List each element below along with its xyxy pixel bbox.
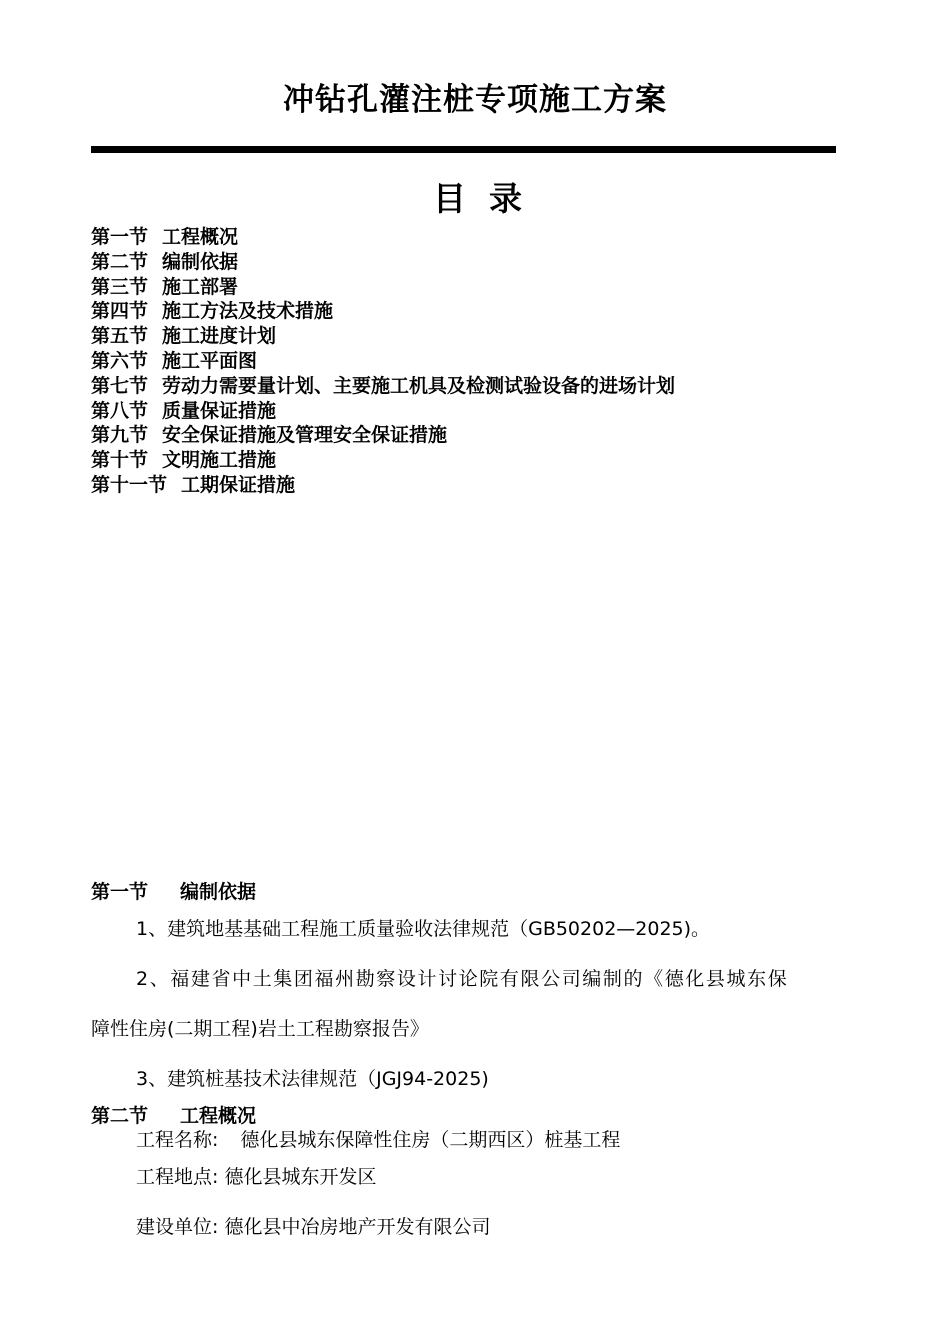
toc-item — [91, 374, 675, 399]
project-name-row — [136, 1127, 620, 1153]
table-of-contents — [91, 225, 675, 498]
toc-item — [91, 399, 675, 424]
project-location-row — [136, 1164, 376, 1190]
toc-item-number: 第九节 — [91, 424, 149, 447]
toc-item — [91, 324, 675, 349]
toc-item-number: 第十节 — [91, 449, 149, 472]
developer-value: 德化县中冶房地产开发有限公司 — [224, 1216, 491, 1238]
section-number: 第一节 — [91, 881, 149, 903]
toc-item-label: 文明施工措施 — [162, 449, 277, 472]
section-heading — [91, 879, 256, 905]
toc-item-label: 工期保证措施 — [181, 473, 296, 496]
project-location-label: 工程地点: — [136, 1166, 219, 1188]
toc-item — [91, 299, 675, 324]
toc-item-number: 第二节 — [91, 250, 149, 273]
toc-item-number: 第六节 — [91, 349, 149, 372]
toc-item-number: 第八节 — [91, 399, 149, 422]
toc-item-label: 编制依据 — [162, 250, 239, 273]
toc-item — [91, 473, 675, 498]
toc-item — [91, 423, 675, 448]
toc-item — [91, 250, 675, 275]
toc-item-number: 第一节 — [91, 226, 149, 248]
toc-item — [91, 275, 675, 300]
section-title: 工程概况 — [180, 1105, 257, 1127]
basis-item: 3、建筑桩基技术法律规范（JGJ94-2025) — [136, 1068, 489, 1090]
toc-item — [91, 225, 675, 250]
project-name-value: 德化县城东保障性住房（二期西区）桩基工程 — [240, 1129, 621, 1151]
project-location-value: 德化县城东开发区 — [224, 1166, 377, 1188]
toc-item-label: 施工进度计划 — [162, 325, 277, 348]
section-number: 第二节 — [91, 1105, 149, 1127]
project-name-label: 工程名称: — [136, 1129, 219, 1151]
toc-item-number: 第五节 — [91, 325, 149, 348]
toc-heading: 目 录 — [433, 179, 522, 218]
toc-item-label: 劳动力需要量计划、主要施工机具及检测试验设备的进场计划 — [162, 374, 676, 397]
toc-item-number: 第七节 — [91, 374, 149, 397]
basis-item: 2、福建省中土集团福州勘察设计讨论院有限公司编制的《德化县城东保 — [136, 968, 789, 990]
toc-item-label: 质量保证措施 — [162, 399, 277, 422]
toc-item-label: 施工平面图 — [162, 349, 258, 372]
toc-item-label: 安全保证措施及管理安全保证措施 — [162, 424, 448, 447]
developer-label: 建设单位: — [136, 1216, 219, 1238]
toc-item-label: 工程概况 — [162, 226, 239, 248]
toc-item-label: 施工部署 — [162, 275, 239, 298]
toc-item-label: 施工方法及技术措施 — [162, 300, 334, 323]
basis-item: 1、建筑地基基础工程施工质量验收法律规范（GB50202—2025)。 — [136, 918, 711, 940]
developer-row — [136, 1214, 490, 1240]
toc-item-number: 第四节 — [91, 300, 149, 323]
section-title: 编制依据 — [180, 881, 257, 903]
toc-item — [91, 448, 675, 473]
document-title: 冲钻孔灌注桩专项施工方案 — [283, 82, 667, 118]
toc-item — [91, 349, 675, 374]
basis-item-continued: 障性住房(二期工程)岩土工程勘察报告》 — [91, 1018, 429, 1040]
toc-item-number: 第十一节 — [91, 473, 168, 496]
section-heading — [91, 1103, 256, 1129]
title-divider — [91, 146, 836, 153]
toc-item-number: 第三节 — [91, 275, 149, 298]
